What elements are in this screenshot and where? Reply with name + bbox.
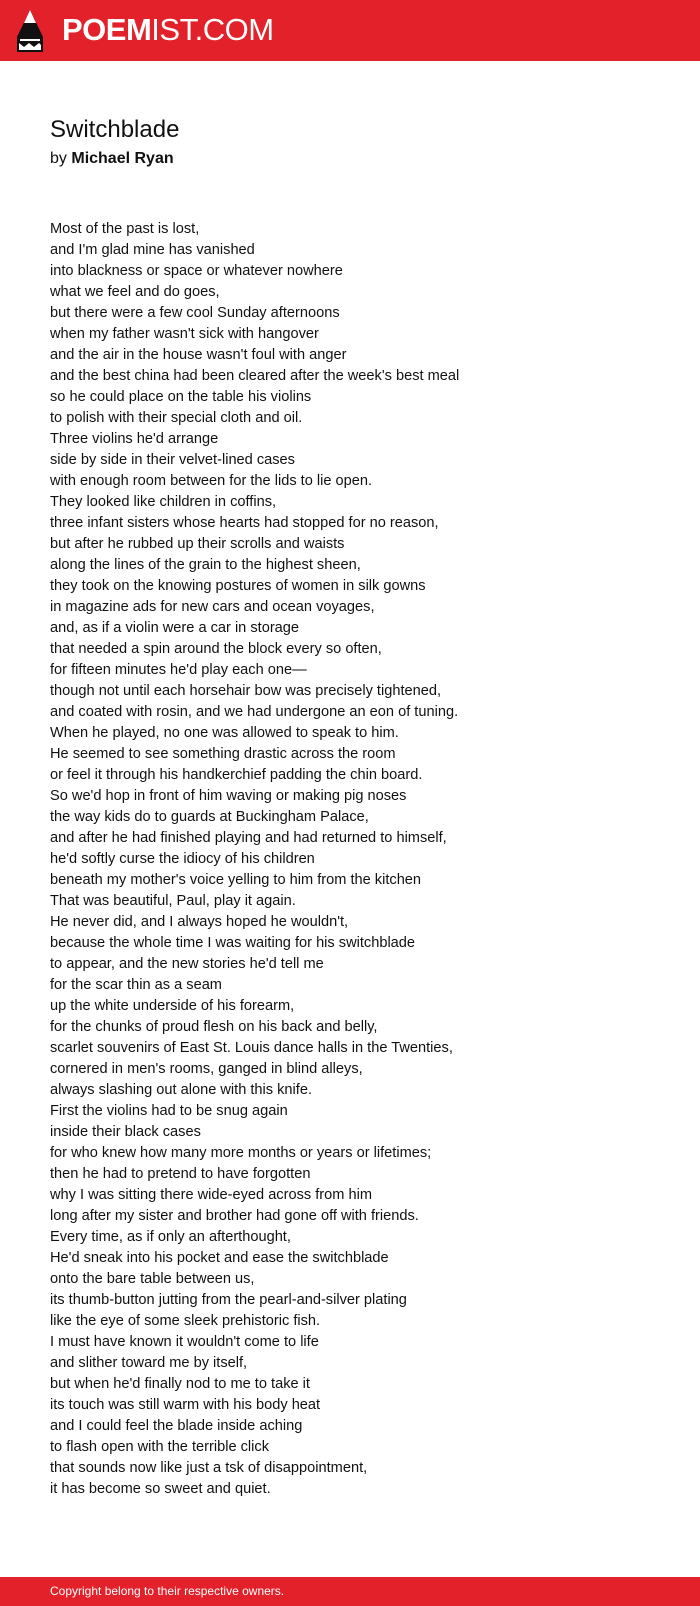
poem-line: but after he rubbed up their scrolls and waists [50, 536, 345, 552]
poem-line: inside their black cases [50, 1124, 201, 1140]
poem-line: to flash open with the terrible click [50, 1439, 270, 1455]
poem-line: for the scar thin as a seam [50, 977, 222, 993]
poem-line: and the best china had been cleared after the week's best meal [50, 368, 460, 384]
poem-line: and coated with rosin, and we had undergone an eon of tuning. [50, 704, 459, 720]
poem-line: in magazine ads for new cars and ocean voyages, [50, 599, 375, 615]
site-header [0, 0, 700, 61]
poem-line: because the whole time I was waiting for his switchblade [50, 935, 416, 951]
poem-line: I must have known it wouldn't come to life [50, 1334, 319, 1350]
poem-line: and slither toward me by itself, [50, 1355, 248, 1371]
site-logo[interactable] [62, 12, 274, 48]
poem-line: onto the bare table between us, [50, 1271, 255, 1287]
poem-line: into blackness or space or whatever nowhere [50, 263, 343, 279]
poem-line: its thumb-button jutting from the pearl-and-silver plating [50, 1292, 407, 1308]
author-name[interactable]: Michael Ryan [71, 150, 174, 167]
poem-line: and I could feel the blade inside aching [50, 1418, 303, 1434]
poem-line: up the white underside of his forearm, [50, 998, 295, 1014]
poem-title: Switchblade [50, 116, 180, 143]
poem-line: He seemed to see something drastic across the room [50, 746, 396, 762]
poem-line: beneath my mother's voice yelling to him from the kitchen [50, 872, 422, 888]
poem-line: That was beautiful, Paul, play it again. [50, 893, 296, 909]
poem-line: but there were a few cool Sunday afternoons [50, 305, 340, 321]
poem-line: to polish with their special cloth and oil. [50, 410, 303, 426]
poem-line: like the eye of some sleek prehistoric fish. [50, 1313, 321, 1329]
poem-line: So we'd hop in front of him waving or making pig noses [50, 788, 407, 804]
poem-line: Three violins he'd arrange [50, 431, 219, 447]
poem-line: its touch was still warm with his body heat [50, 1397, 321, 1413]
poem-line: so he could place on the table his violins [50, 389, 312, 405]
poem-line: why I was sitting there wide-eyed across from him [50, 1187, 372, 1203]
poem-line: or feel it through his handkerchief padding the chin board. [50, 767, 423, 783]
poem-line: Most of the past is lost, [50, 221, 200, 237]
poem-line: always slashing out alone with this knife. [50, 1082, 313, 1098]
logo-bold-text: POEM [62, 12, 152, 47]
poem-line: and I'm glad mine has vanished [50, 242, 255, 258]
poem-line: scarlet souvenirs of East St. Louis dance halls in the Twenties, [50, 1040, 453, 1056]
poem-line: with enough room between for the lids to lie open. [50, 473, 373, 489]
poem-line: They looked like children in coffins, [50, 494, 277, 510]
poem-line: he'd softly curse the idiocy of his children [50, 851, 315, 867]
poem-body [50, 219, 670, 1500]
poem-line: and after he had finished playing and had returned to himself, [50, 830, 447, 846]
poem-line: side by side in their velvet-lined cases [50, 452, 295, 468]
site-footer [0, 1577, 700, 1606]
copyright-text: Copyright belong to their respective owners. [50, 1584, 285, 1598]
poem-line: for fifteen minutes he'd play each one— [50, 662, 307, 678]
poem-line: and, as if a violin were a car in storage [50, 620, 300, 636]
poem-line: and the air in the house wasn't foul with anger [50, 347, 347, 363]
poem-line: it has become so sweet and quiet. [50, 1481, 271, 1497]
poem-line: He'd sneak into his pocket and ease the switchblade [50, 1250, 389, 1266]
poem-line: that sounds now like just a tsk of disappointment, [50, 1460, 368, 1476]
poem-line: for who knew how many more months or years or lifetimes; [50, 1145, 432, 1161]
poem-line: long after my sister and brother had gone off with friends. [50, 1208, 419, 1224]
poem-line: for the chunks of proud flesh on his back and belly, [50, 1019, 378, 1035]
byline [50, 148, 174, 170]
poem-line: the way kids do to guards at Buckingham Palace, [50, 809, 369, 825]
by-label: by [50, 150, 67, 167]
poem-line: cornered in men's rooms, ganged in blind alleys, [50, 1061, 363, 1077]
poem-line: what we feel and do goes, [50, 284, 220, 300]
poem-line: three infant sisters whose hearts had stopped for no reason, [50, 515, 439, 531]
poem-line: though not until each horsehair bow was precisely tightened, [50, 683, 442, 699]
pencil-logo-icon[interactable] [17, 10, 43, 52]
poem-line: that needed a spin around the block every so often, [50, 641, 382, 657]
poem-line: He never did, and I always hoped he wouldn't, [50, 914, 349, 930]
poem-line: then he had to pretend to have forgotten [50, 1166, 311, 1182]
poem-line: When he played, no one was allowed to speak to him. [50, 725, 399, 741]
poem-line: but when he'd finally nod to me to take it [50, 1376, 310, 1392]
poem-line: when my father wasn't sick with hangover [50, 326, 319, 342]
poem-line: along the lines of the grain to the highest sheen, [50, 557, 361, 573]
poem-line: they took on the knowing postures of women in silk gowns [50, 578, 426, 594]
logo-light-text: IST.COM [151, 12, 274, 47]
poem-line: to appear, and the new stories he'd tell me [50, 956, 324, 972]
poem-line: First the violins had to be snug again [50, 1103, 288, 1119]
poem-line: Every time, as if only an afterthought, [50, 1229, 291, 1245]
